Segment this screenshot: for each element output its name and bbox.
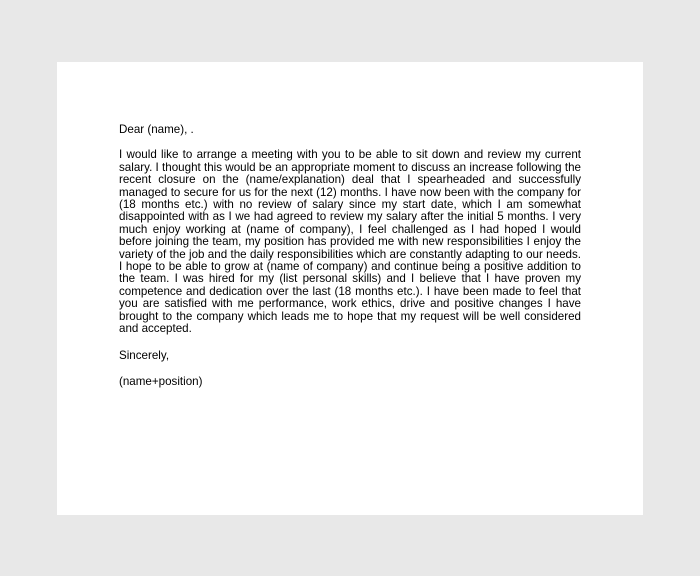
letter-greeting: Dear (name), .	[119, 123, 194, 136]
letter-page	[57, 62, 643, 515]
letter-content	[119, 124, 581, 388]
letter-signature: (name+position)	[119, 374, 203, 388]
letter-closing: Sincerely,	[119, 348, 170, 362]
letter-body: I would like to arrange a meeting with you to be able to sit down and review my current salary. I thought this would be an appropriate moment to discuss an increase following the recent closure on the (name/explanation) deal that I spearheaded and successfully managed to secure for us for the next (12) months. I have now been with the company for (18 months etc.) with no review of salary since my start date, which I am somewhat disappointed with as I we had agreed to review my salary after the initial 5 months. I very much enjoy working at (name of company), I feel challenged as I had hoped I would before joining the team, my position has provided me with new responsibilities I enjoy the variety of the job and the daily responsibilities which are constantly adapting to our needs. I hope to be able to grow at (name of company) and continue being a positive addition to the team. I was hired for my (list personal skills) and I believe that I have proven my competence and dedication over the last (18 months etc.). I have been made to feel that you are satisfied with me performance, work ethics, drive and positive changes I have brought to the company which leads me to hope that my request will be well considered and accepted.	[119, 148, 581, 336]
